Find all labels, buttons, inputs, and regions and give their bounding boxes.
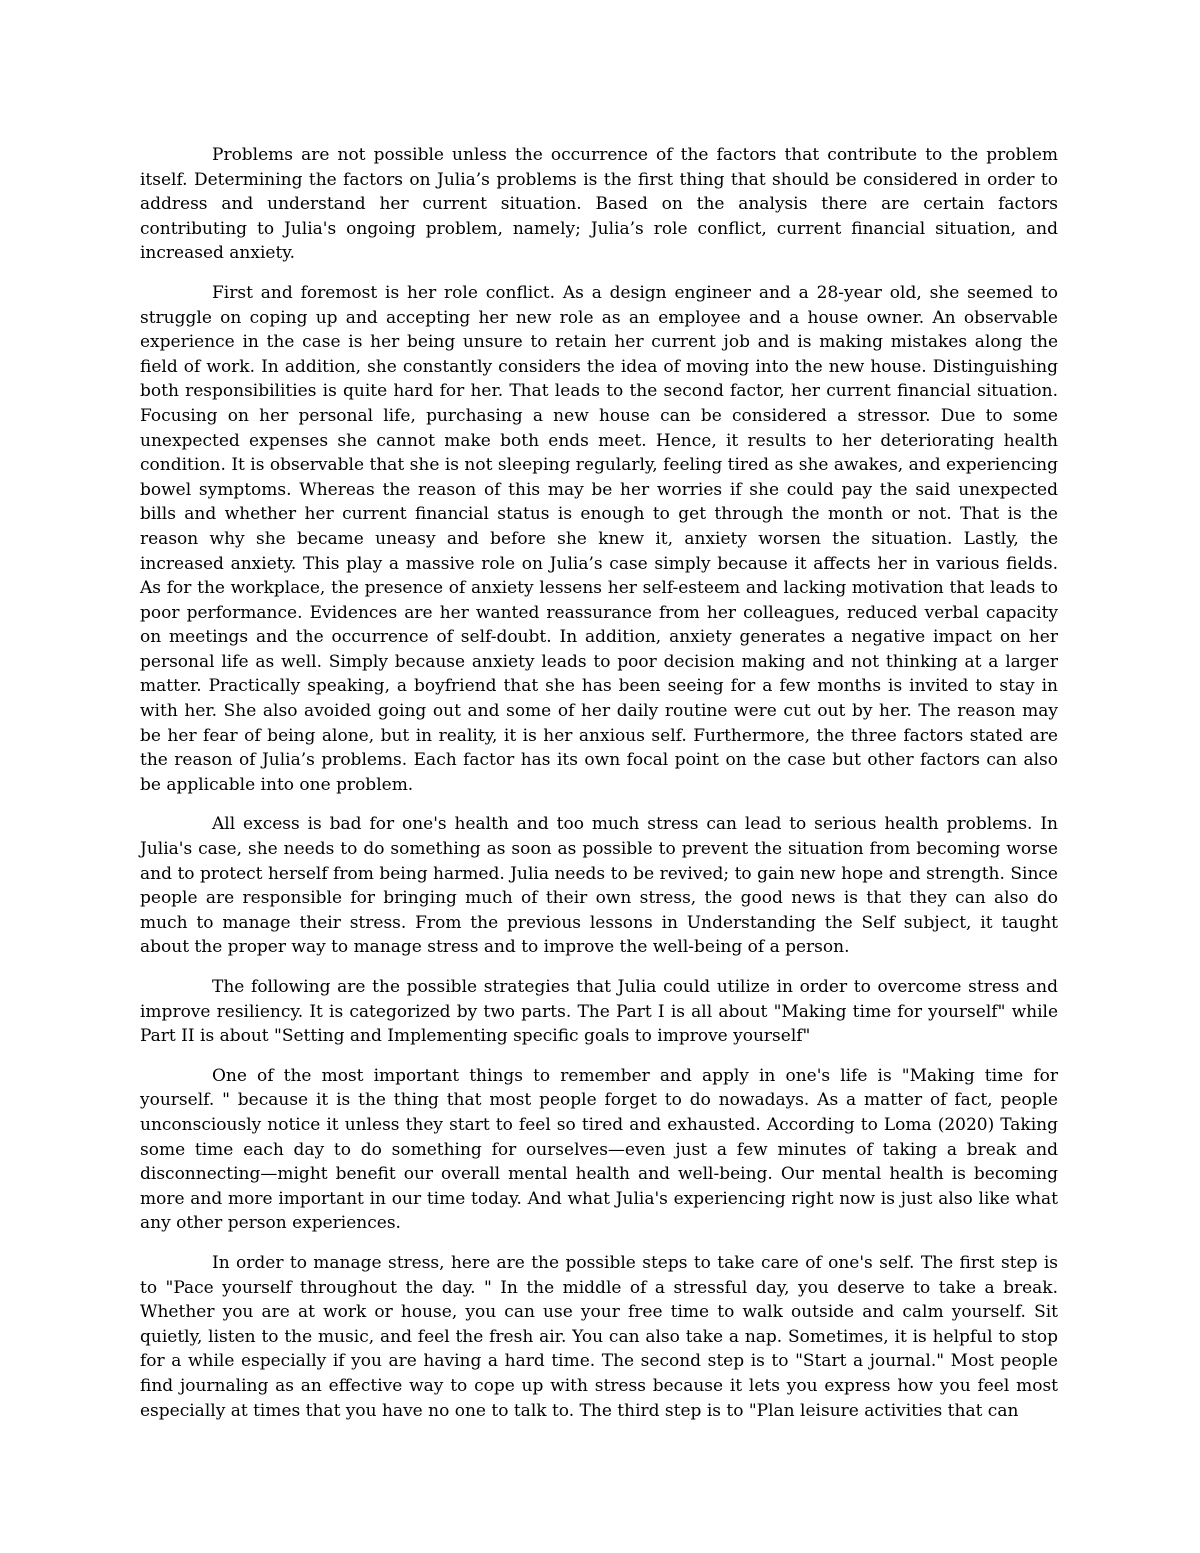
paragraph-excess-stress: All excess is bad for one's health and too much stress can lead to serious health problems. In Julia's case, she needs to do something as soon as possible to prevent the situation from becoming worse and to protect herself from being harmed. Julia needs to be revived; to gain new hope and strength. Since people are responsible for bringing much of their own stress, the good news is that they can also do much to manage their stress. From the previous lessons in Understanding the Self subject, it taught about the proper way to manage stress and to improve the well-being of a person. (140, 814, 1058, 958)
paragraph-role-conflict: First and foremost is her role conflict. As a design engineer and a 28-year old, she seemed to struggle on coping up and accepting her new role as an employee and a house owner. An observable experience in the case is her being unsure to retain her current job and is making mistakes along the field of work. In addition, she constantly considers the idea of moving into the new house. Distinguishing both responsibilities is quite hard for her. That leads to the second factor, her current financial situation. Focusing on her personal life, purchasing a new house can be considered a stressor. Due to some unexpected expenses she cannot make both ends meet. Hence, it results to her deteriorating health condition. It is observable that she is not sleeping regularly, feeling tired as she awakes, and experiencing bowel symptoms. Whereas the reason of this may be her worries if she could pay the said unexpected bills and whether her current financial status is enough to get through the month or not. That is the reason why she became uneasy and before she knew it, anxiety worsen the situation. Lastly, the increased anxiety. This play a massive role on Julia’s case simply because it affects her in various fields. As for the workplace, the presence of anxiety lessens her self-esteem and lacking motivation that leads to poor performance. Evidences are her wanted reassurance from her colleagues, reduced verbal capacity on meetings and the occurrence of self-doubt. In addition, anxiety generates a negative impact on her personal life as well. Simply because anxiety leads to poor decision making and not thinking at a larger matter. Practically speaking, a boyfriend that she has been seeing for a few months is invited to stay in with her. She also avoided going out and some of her daily routine were cut out by her. The reason may be her fear of being alone, but in reality, it is her anxious self. Furthermore, the three factors stated are the reason of Julia’s problems. Each factor has its own focal point on the case but other factors can also be applicable into one problem. (140, 282, 1058, 795)
paragraph-strategies: The following are the possible strategies that Julia could utilize in order to overcome stress and improve resiliency. It is categorized by two parts. The Part I is all about "Making time for yourself" while Part II is about "Setting and Implementing specific goals to improve yourself" (140, 977, 1058, 1047)
paragraph-factors-intro: Problems are not possible unless the occurrence of the factors that contribute to the problem itself. Determining the factors on Julia’s problems is the first thing that should be considered in order to address and understand her current situation. Based on the analysis there are certain factors contributing to Julia's ongoing problem, namely; Julia’s role conflict, current financial situation, and increased anxiety. (140, 145, 1058, 264)
paragraph-making-time: One of the most important things to remember and apply in one's life is "Making time for yourself. " because it is the thing that most people forget to do nowadays. As a matter of fact, people unconsciously notice it unless they start to feel so tired and exhausted. According to Loma (2020) Taking some time each day to do something for ourselves—even just a few minutes of taking a break and disconnecting—might benefit our overall mental health and well-being. Our mental health is becoming more and more important in our time today. And what Julia's experiencing right now is just also like what any other person experiences. (140, 1065, 1058, 1234)
paragraph-manage-stress-steps: In order to manage stress, here are the possible steps to take care of one's self. The first step is to "Pace yourself throughout the day. " In the middle of a stressful day, you deserve to take a break. Whether you are at work or house, you can use your free time to walk outside and calm yourself. Sit quietly, listen to the music, and feel the fresh air. You can also take a nap. Sometimes, it is helpful to stop for a while especially if you are having a hard time. The second step is to "Start a journal." Most people find journaling as an effective way to cope up with stress because it lets you express how you feel most especially at times that you have no one to talk to. The third step is to "Plan leisure activities that can (140, 1252, 1058, 1421)
document-body (140, 143, 1058, 1438)
